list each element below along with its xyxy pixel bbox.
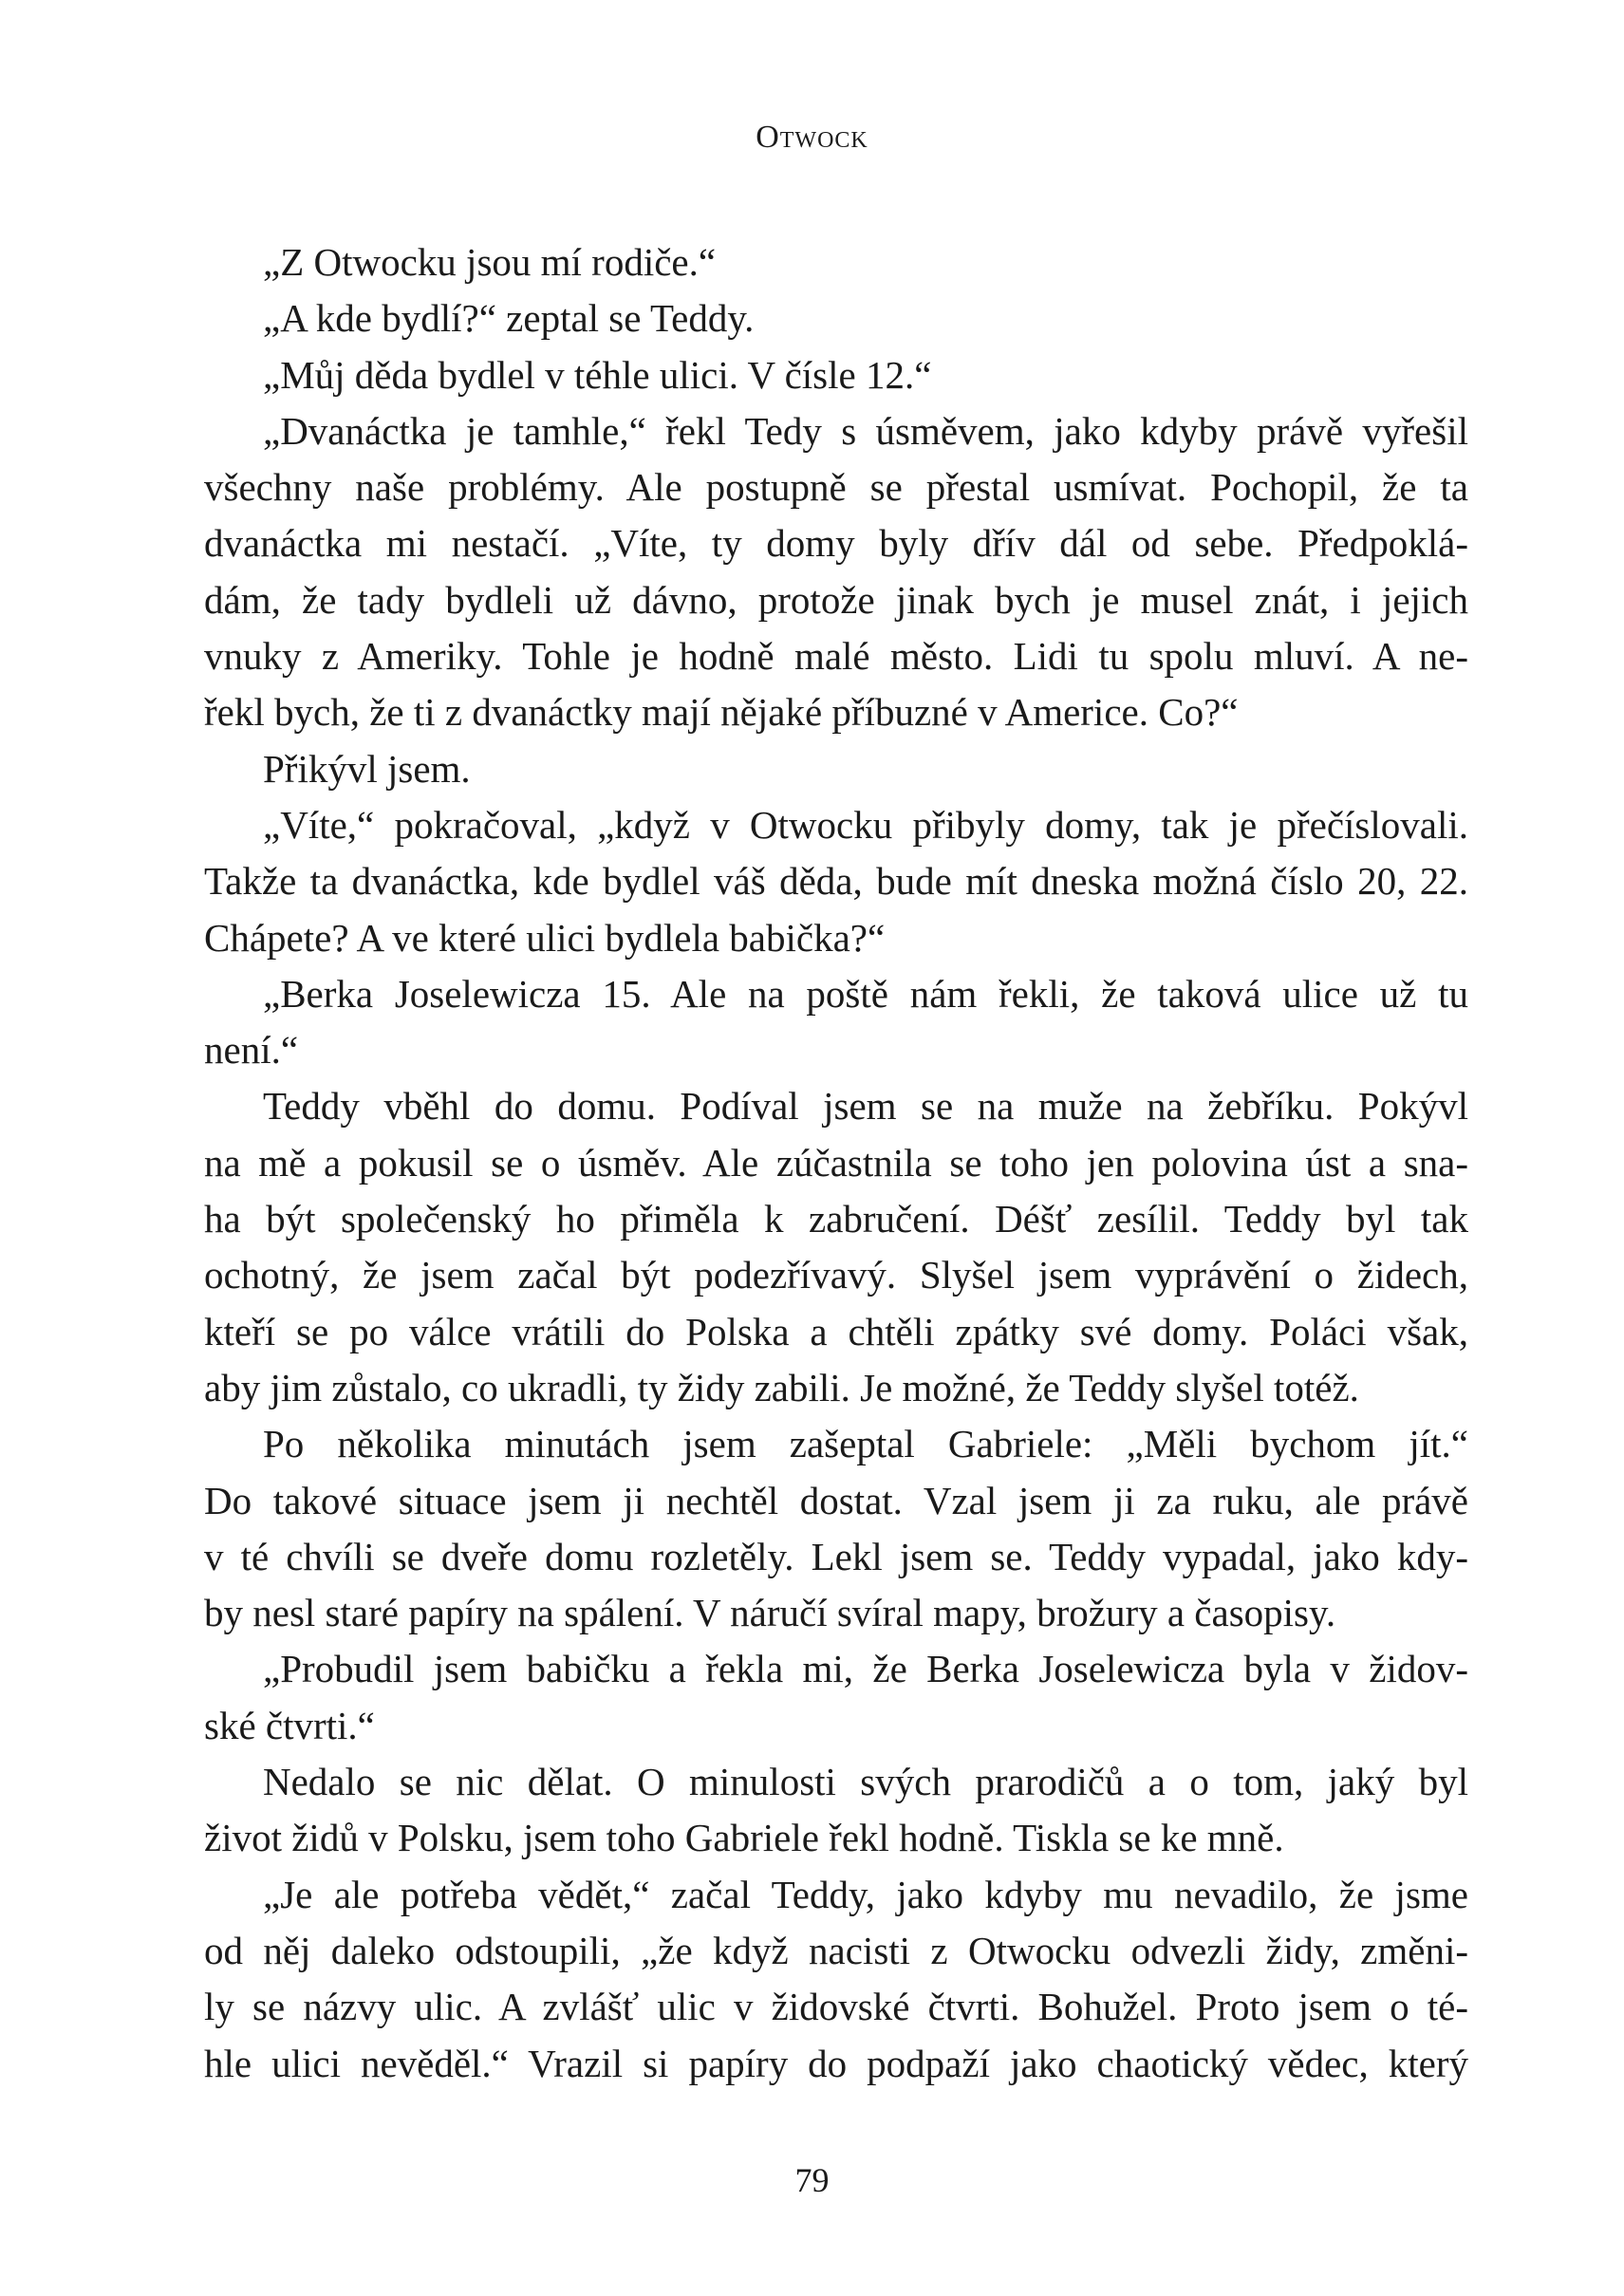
text-line (204, 1979, 1468, 2035)
text-line-content: Po několika minutách jsem zašeptal Gabriele: „Měli bychom jít.“ (263, 1422, 1468, 1466)
text-line-content: „Dvanáctka je tamhle,“ řekl Tedy s úsměvem, jako kdyby právě vyřešil (263, 408, 1468, 453)
body-text (204, 234, 1468, 2092)
text-line (204, 1135, 1468, 1191)
text-line (204, 1078, 1468, 1134)
text-line-content: „A kde bydlí?“ zeptal se Teddy. (263, 296, 755, 341)
text-line-content: „Probudil jsem babičku a řekla mi, že Berka Joselewicza byla v židov- (263, 1647, 1468, 1691)
text-line (204, 234, 1468, 290)
text-line (204, 403, 1468, 459)
text-line (204, 2036, 1468, 2092)
text-line-content: Chápete? A ve které ulici bydlela babička?“ (204, 915, 886, 960)
text-line (204, 1641, 1468, 1697)
text-line-content: „Berka Joselewicza 15. Ale na poště nám řekli, že taková ulice už tu (263, 971, 1468, 1016)
text-line-content: ha být společenský ho přiměla k zabručení. Déšť zesílil. Teddy byl tak (204, 1197, 1468, 1241)
text-line-content: kteří se po válce vrátili do Polska a chtěli zpátky své domy. Poláci však, (204, 1309, 1468, 1353)
text-line (204, 1698, 1468, 1754)
text-line (204, 741, 1468, 797)
text-line-content: Do takové situace jsem ji nechtěl dostat. Vzal jsem ji za ruku, ale právě (204, 1478, 1468, 1522)
text-line-content: řekl bych, že ti z dvanáctky mají nějaké příbuzné v Americe. Co?“ (204, 690, 1239, 735)
text-line-content: „Z Otwocku jsou mí rodiče.“ (263, 240, 717, 284)
text-line (204, 1473, 1468, 1529)
text-line (204, 459, 1468, 515)
text-line (204, 347, 1468, 403)
text-line (204, 290, 1468, 346)
text-line-content: ské čtvrti.“ (204, 1703, 375, 1747)
text-line-content: „Víte,“ pokračoval, „když v Otwocku přibyly domy, tak je přečíslovali. (263, 802, 1468, 847)
text-line-content: aby jim zůstalo, co ukradli, ty židy zabili. Je možné, že Teddy slyšel totéž. (204, 1365, 1359, 1409)
running-head: Otwock (756, 120, 868, 155)
text-line (204, 1247, 1468, 1303)
text-line (204, 1923, 1468, 1979)
text-line (204, 1529, 1468, 1585)
text-line (204, 1867, 1468, 1923)
text-line (204, 1304, 1468, 1360)
text-line-content: hle ulici nevěděl.“ Vrazil si papíry do podpaží jako chaotický vědec, který (204, 2041, 1468, 2085)
text-line-content: všechny naše problémy. Ale postupně se přestal usmívat. Pochopil, že ta (204, 465, 1468, 510)
text-line-content: Nedalo se nic dělat. O minulosti svých prarodičů a o tom, jaký byl (263, 1760, 1468, 1804)
text-line (204, 684, 1468, 740)
text-line-content: Přikývl jsem. (263, 746, 471, 791)
text-line (204, 1416, 1468, 1472)
text-line (204, 515, 1468, 571)
text-line-content: ochotný, že jsem začal být podezřívavý. Slyšel jsem vyprávění o židech, (204, 1253, 1468, 1297)
text-line-content: dám, že tady bydleli už dávno, protože jinak bych je musel znát, i jejich (204, 577, 1468, 622)
text-line-content: Takže ta dvanáctka, kde bydlel váš děda, bude mít dneska možná číslo 20, 22. (204, 859, 1468, 904)
text-line-content: od něj daleko odstoupili, „že když nacisti z Otwocku odvezli židy, změni- (204, 1928, 1468, 1972)
text-line (204, 1810, 1468, 1866)
text-line-content: na mě a pokusil se o úsměv. Ale zúčastnila se toho jen polovina úst a sna- (204, 1140, 1468, 1185)
text-line (204, 572, 1468, 628)
text-line (204, 628, 1468, 684)
text-line-content: dvanáctka mi nestačí. „Víte, ty domy byly dřív dál od sebe. Předpoklá- (204, 521, 1468, 566)
text-line (204, 1585, 1468, 1641)
page-number: 79 (794, 2161, 830, 2199)
text-line (204, 1022, 1468, 1078)
text-line (204, 1360, 1468, 1416)
text-line-content: život židů v Polsku, jsem toho Gabriele řekl hodně. Tiskla se ke mně. (204, 1816, 1284, 1860)
text-line (204, 966, 1468, 1022)
text-line (204, 910, 1468, 966)
text-line-content: by nesl staré papíry na spálení. V náručí svíral mapy, brožury a časopisy. (204, 1591, 1336, 1635)
text-line (204, 1754, 1468, 1810)
text-line-content: „Je ale potřeba vědět,“ začal Teddy, jako kdyby mu nevadilo, že jsme (263, 1872, 1468, 1916)
text-line (204, 1191, 1468, 1247)
text-line-content: „Můj děda bydlel v téhle ulici. V čísle 12.“ (263, 352, 932, 397)
text-line-content: není.“ (204, 1028, 299, 1073)
text-line (204, 797, 1468, 853)
text-line-content: v té chvíli se dveře domu rozletěly. Lekl jsem se. Teddy vypadal, jako kdy- (204, 1534, 1468, 1578)
text-line-content: vnuky z Ameriky. Tohle je hodně malé město. Lidi tu spolu mluví. A ne- (204, 634, 1468, 679)
text-line-content: Teddy vběhl do domu. Podíval jsem se na muže na žebříku. Pokývl (263, 1084, 1468, 1129)
text-line-content: ly se názvy ulic. A zvlášť ulic v židovské čtvrti. Bohužel. Proto jsem o té- (204, 1985, 1468, 2029)
text-line (204, 853, 1468, 909)
